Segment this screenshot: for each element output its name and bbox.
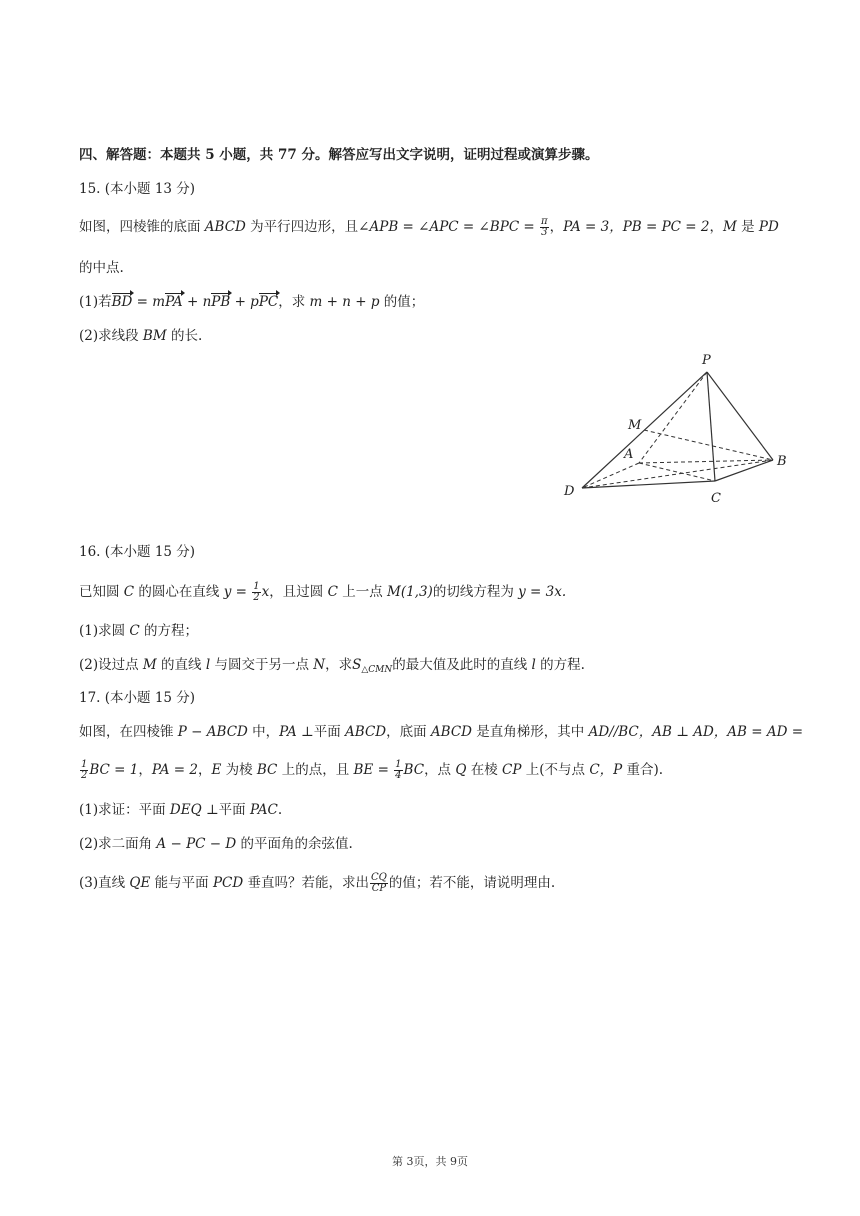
q16-part1: (1)求圆 C 的方程； — [79, 623, 199, 639]
one-quarter-fraction: $\frac{1}{4}$ — [395, 759, 402, 781]
edge-cb — [715, 460, 773, 481]
edge-pa — [639, 372, 707, 463]
q17-header: 17. (本小题 15 分) — [79, 690, 196, 706]
pi-over-3-fraction: $\frac{\pi}{3}$ — [541, 216, 548, 238]
label-m: M — [628, 418, 642, 433]
one-half-fraction: $\frac{1}{2}$ — [253, 581, 260, 603]
q16-part2: (2)设过点 M 的直线 l 与圆交于另一点 N，求$S_{\triangle CMN}$的最大值及此时的直线 l 的方程. — [79, 657, 585, 675]
label-p: P — [702, 353, 711, 368]
section-title: 四、解答题：本题共 5 小题，共 77 分。解答应写出文字说明，证明过程或演算步骤。 — [79, 147, 599, 163]
q17-stem: 如图，在四棱锥 P − ABCD 中，PA ⊥平面 ABCD，底面 ABCD 是直角梯形，其中 AD//BC，AB ⊥ AD，AB = AD = — [79, 724, 804, 740]
q15-part1: (1)若BD = mPA + nPB + pPC，求 m + n + p 的值； — [79, 294, 425, 310]
label-c: C — [711, 491, 721, 506]
edge-ab — [639, 460, 773, 463]
pyramid-figure — [555, 345, 800, 510]
diagonal-db — [582, 460, 773, 488]
edge-ac — [639, 463, 715, 481]
edge-dc — [582, 481, 715, 488]
q17-stem-cont: $\frac{1}{2}$ BC = 1，PA = 2，E 为棱 BC 上的点，且 BE = $\frac{1}{4}$ BC，点 Q 在棱 CP 上(不与点 C，P 重合). — [81, 759, 664, 781]
label-a: A — [624, 447, 634, 462]
page-footer: 第 3页，共 9页 — [392, 1155, 468, 1168]
edge-pc — [707, 372, 715, 481]
cq-over-cp-fraction: $\frac{CQ}{CP}$ — [371, 872, 387, 894]
q16-stem: 已知圆 C 的圆心在直线 y = $\frac{1}{2}$ x，且过圆 C 上一点 M(1,3)的切线方程为 y = 3x. — [79, 581, 567, 603]
q17-part2: (2)求二面角 A − PC − D 的平面角的余弦值. — [79, 836, 353, 852]
edge-pb — [707, 372, 773, 460]
label-b: B — [777, 454, 787, 469]
q15-header: 15. (本小题 13 分) — [79, 181, 196, 197]
q16-header: 16. (本小题 15 分) — [79, 544, 196, 560]
q15-stem-cont: 的中点. — [79, 260, 124, 276]
one-half-fraction: $\frac{1}{2}$ — [81, 759, 88, 781]
q15-part2: (2)求线段 BM 的长. — [79, 328, 203, 344]
label-d: D — [564, 484, 575, 499]
q17-part3: (3)直线 QE 能与平面 PCD 垂直吗？若能，求出 $\frac{CQ}{CP}$ 的值；若不能，请说明理由. — [79, 872, 556, 894]
q15-stem: 如图，四棱锥的底面 ABCD 为平行四边形，且∠APB = ∠APC = ∠BPC = $\frac{\pi}{3}$ ，PA = 3，PB = PC = 2，M 是 PD — [79, 216, 779, 238]
q17-part1: (1)求证：平面 DEQ ⊥平面 PAC. — [79, 802, 283, 818]
